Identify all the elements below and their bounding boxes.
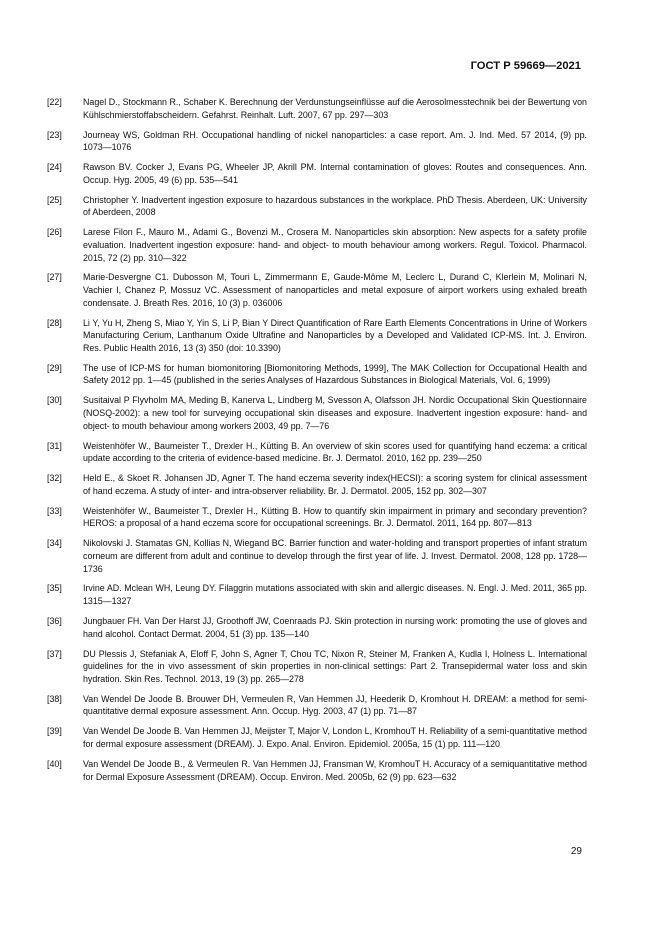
reference-item — [47, 394, 587, 432]
reference-number: [24] — [47, 162, 62, 173]
reference-text: Jungbauer FH. Van Der Harst JJ, Groothoff JW, Coenraads PJ. Skin protection in nursing work: promoting the use of gloves and hand alcohol. Contact Dermat. 2004, 51 (3) pp. 135—140 — [83, 616, 587, 639]
reference-number: [40] — [47, 758, 62, 769]
reference-item — [47, 505, 587, 530]
reference-item — [47, 648, 587, 686]
reference-number: [27] — [47, 272, 62, 283]
document-standard-header: ГОСТ Р 59669—2021 — [470, 60, 581, 72]
reference-number: [39] — [47, 726, 62, 737]
reference-number: [35] — [47, 583, 62, 594]
reference-item — [47, 582, 587, 607]
reference-number: [23] — [47, 129, 62, 140]
reference-text: Nagel D., Stockmann R., Schaber K. Berechnung der Verdunstungseinflüsse auf die Aerosolmesstechnik bei der Bewertung von Kühlschmierstoffabscheidern. Gefahrst. Reinhalt. Luft. 2007, 67 pp. 297—303 — [83, 97, 587, 120]
reference-text: Li Y, Yu H, Zheng S, Miao Y, Yin S, Li P, Bian Y Direct Quantification of Rare Earth Elements Concentrations in Urine of Workers Manufacturing Cerium, Lanthanum Oxide Ultrafine and Nanoparticles by a Developed and Validated ICP-MS. Int. J. Environ. Res. Public Health 2016, 13 (3) 350 (doi: 10.3390) — [83, 317, 587, 353]
reference-item — [47, 362, 587, 387]
reference-item — [47, 194, 587, 219]
reference-number: [25] — [47, 194, 62, 205]
reference-item — [47, 537, 587, 575]
reference-text: Nikolovski J. Stamatas GN, Kollias N, Wiegand BC. Barrier function and water-holding and transport properties of infant stratum corneum are different from adult and continue to develop through the first year of life. J. Invest. Dermatol. 2008, 128 pp. 1728—1736 — [83, 538, 587, 574]
reference-item — [47, 758, 587, 783]
reference-text: Christopher Y. Inadvertent ingestion exposure to hazardous substances in the workplace. PhD Thesis. Aberdeen, UK: University of Aberdeen, 2008 — [83, 194, 587, 218]
reference-text: DU Plessis J, Stefaniak A, Eloff F, John S, Agner T, Chou TC, Nixon R, Steiner M, Franken A, Kudla I, Holness L. International guidelines for the in vivo assessment of skin properties in non-clinical settings: Part 2. Transepidermal water loss and skin hydration. Skin Res. Technol. 2013, 19 (3) pp. 265—278 — [83, 648, 587, 684]
reference-number: [30] — [47, 395, 62, 406]
reference-item — [47, 472, 587, 497]
reference-number: [38] — [47, 693, 62, 704]
reference-number: [36] — [47, 616, 62, 627]
reference-text: Van Wendel De Joode B. Brouwer DH, Vermeulen R, Van Hemmen JJ, Heederik D, Kromhout H. DREAM: a method for semi-quantitative dermal exposure assessment. Ann. Occup. Hyg. 2003, 47 (1) pp. 71—87 — [83, 693, 587, 717]
reference-text: Weistenhöfer W., Baumeister T., Drexler H., Kütting B. How to quantify skin impairment in primary and secondary prevention? HEROS: a proposal of a hand eczema score for occupational screenings. Br. J. Dermatol. 2011, 164 pp. 807—813 — [83, 505, 587, 529]
reference-number: [37] — [47, 648, 62, 659]
reference-text: Marie-Desvergne C1. Dubosson M, Touri L, Zimmermann E, Gaude-Môme M, Leclerc L, Durand C, Klerlein M, Molinari N, Vachier I, Chanez P, Mossuz VC. Assessment of nanoparticles and metal exposure of airport workers using exhaled breath condensate. J. Breath Res. 2016, 10 (3) p. 036006 — [83, 272, 587, 308]
reference-item — [47, 440, 587, 465]
reference-text: Journeay WS, Goldman RH. Occupational handling of nickel nanoparticles: a case report. Am. J. Ind. Med. 57 2014, (9) pp. 1073—1076 — [83, 129, 587, 153]
reference-number: [34] — [47, 538, 62, 549]
reference-item — [47, 226, 587, 264]
reference-item — [47, 96, 587, 121]
reference-text: Rawson BV. Cocker J, Evans PG, Wheeler JP, Akrill PM. Internal contamination of gloves: Routes and consequences. Ann. Occup. Hyg. 2005, 49 (6) pp. 535—541 — [83, 162, 587, 185]
reference-number: [22] — [47, 97, 62, 107]
reference-text: Weistenhöfer W., Baumeister T., Drexler H., Kütting B. An overview of skin scores used for quantifying hand eczema: a critical update according to the criteria of evidence-based medicine. Br. J. Dermatol. 2010, 162 pp. 239—250 — [83, 440, 587, 464]
page-number: 29 — [570, 846, 582, 857]
reference-number: [32] — [47, 473, 62, 484]
reference-item — [47, 693, 587, 718]
reference-text: Held E., & Skoet R. Johansen JD, Agner T. The hand eczema severity index(HECSI): a scoring system for clinical assessment of hand eczema. A study of inter- and intra-observer reliability. Br. J. Dermatol. 2005, 152 pp. 302—307 — [83, 473, 587, 496]
reference-number: [28] — [47, 317, 62, 328]
reference-number: [26] — [47, 227, 62, 238]
reference-item — [47, 725, 587, 750]
reference-number: [29] — [47, 362, 62, 373]
reference-list — [47, 96, 587, 791]
reference-text: The use of ICP-MS for human biomonitoring [Biomonitoring Methods, 1999], The MAK Collection for Occupational Health and Safety 2012 pp. 1—45 (published in the series Analyses of Hazardous Substances in Biological Materials, Vol. 6, 1999) — [83, 362, 587, 386]
reference-item — [47, 271, 587, 309]
reference-item — [47, 129, 587, 154]
reference-text: Larese Filon F., Mauro M., Adami G., Bovenzi M., Crosera M. Nanoparticles skin absorption: New aspects for a safety profile evaluation. Inadvertent ingestion exposure: hand- and object- to mouth behaviour among workers. Regul. Toxicol. Pharmacol. 2015, 72 (2) pp. 310—322 — [83, 227, 587, 263]
reference-text: Susitaival P Flyvholm MA, Meding B, Kanerva L, Lindberg M, Svesson A, Olafsson JH. Nordic Occupational Skin Questionnaire (NOSQ-2002): a new tool for surveying occupational skin diseases and exposure. Inadvertent ingestion exposure: hand- and object- to mouth behaviour among workers 2003, 49 pp. 7—76 — [83, 395, 587, 431]
reference-item — [47, 615, 587, 640]
reference-number: [31] — [47, 440, 62, 451]
reference-text: Irvine AD. Mclean WH, Leung DY. Filaggrin mutations associated with skin and allergic diseases. N. Engl. J. Med. 2011, 365 pp. 1315—1327 — [83, 583, 587, 607]
reference-item — [47, 161, 587, 186]
reference-text: Van Wendel De Joode B., & Vermeulen R. Van Hemmen JJ, Fransman W, KromhouT H. Accuracy of a semiquantitative method for Dermal Exposure Assessment (DREAM). Occup. Environ. Med. 2005b, 62 (9) pp. 623—632 — [83, 758, 587, 782]
reference-number: [33] — [47, 505, 62, 516]
reference-text: Van Wendel De Joode B. Van Hemmen JJ, Meijster T, Major V, London L, KromhouT H. Reliability of a semi-quantitative method for dermal exposure assessment (DREAM). J. Expo. Anal. Environ. Epidemiol. 2005a, 15 (1) pp. 111—120 — [83, 726, 587, 749]
reference-item — [47, 317, 587, 355]
